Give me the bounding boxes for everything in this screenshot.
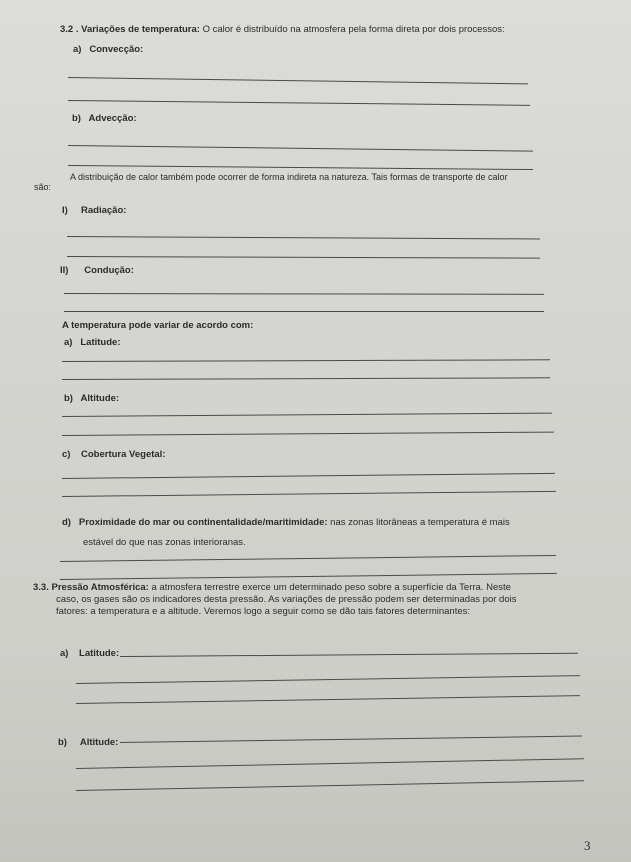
item-conducao: II) Condução: [60, 265, 134, 276]
item-proximidade-continuation: estável do que nas zonas interioranas. [83, 537, 246, 548]
item-pressao-latitude: a) Latitude: [60, 648, 120, 659]
item-conveccao: a) Convecção: [73, 44, 144, 55]
answer-line[interactable] [62, 359, 550, 362]
item-label: Advecção: [88, 113, 137, 124]
section-title: Variações de temperatura: [81, 24, 200, 35]
item-proximidade-mar: d) Proximidade do mar ou continentalidade/maritimidade: nas zonas litorâneas a temperatura é mais [62, 517, 510, 528]
item-altitude: b) Altitude: [64, 393, 120, 404]
item-label: Latitude: [79, 648, 120, 659]
item-label: Cobertura Vegetal: [81, 449, 166, 460]
answer-line[interactable] [76, 695, 580, 704]
answer-line[interactable] [76, 675, 580, 684]
section-number: 3.2 . [60, 24, 79, 35]
answer-line[interactable] [68, 100, 530, 106]
section-3-3-text: caso, os gases são os indicadores desta pressão. As variações de pressão podem ser determinadas por dois [56, 594, 517, 605]
item-label: Latitude: [80, 337, 121, 348]
answer-line[interactable] [62, 377, 550, 380]
item-label: Proximidade do mar ou continentalidade/maritimidade: [78, 517, 328, 528]
answer-line[interactable] [120, 653, 578, 657]
indirect-continuation: são: [34, 182, 52, 192]
answer-line[interactable] [67, 236, 540, 239]
item-label: Convecção: [89, 44, 144, 55]
section-3-3-text: fatores: a temperatura e a altitude. Veremos logo a seguir como se dão tais fatores determinantes: [56, 606, 471, 617]
answer-line[interactable] [68, 165, 533, 170]
answer-line[interactable] [62, 491, 556, 497]
section-3-3-heading: 3.3. Pressão Atmosférica: a atmosfera terrestre exerce um determinado peso sobre a superfície da Terra. Neste [33, 582, 511, 593]
item-latitude: a) Latitude: [64, 337, 121, 348]
item-label: Radiação: [81, 205, 127, 216]
answer-line[interactable] [62, 413, 552, 417]
section-text: a atmosfera terrestre exerce um determinado peso sobre a superfície da Terra. Neste [148, 582, 511, 593]
item-label: Altitude: [79, 737, 119, 748]
page-number: 3 [584, 838, 591, 853]
item-cobertura-vegetal: c) Cobertura Vegetal: [62, 449, 166, 460]
answer-line[interactable] [120, 736, 582, 743]
answer-line[interactable] [64, 311, 544, 312]
section-3-2-heading [60, 24, 505, 35]
answer-line[interactable] [60, 555, 556, 562]
section-text: O calor é distribuído na atmosfera pela forma direta por dois processos: [199, 24, 505, 35]
answer-line[interactable] [60, 573, 557, 580]
answer-line[interactable] [67, 256, 540, 259]
item-radiacao: I) Radiação: [62, 205, 127, 216]
item-label: Condução: [84, 265, 134, 276]
item-pressao-altitude: b) Altitude: [58, 737, 119, 748]
answer-line[interactable] [64, 293, 544, 295]
indirect-paragraph: A distribuição de calor também pode ocorrer de forma indireta na natureza. Tais formas de transporte de calor [70, 172, 508, 182]
item-adveccao: b) Advecção: [72, 113, 137, 124]
temperature-factors-heading: A temperatura pode variar de acordo com: [62, 320, 254, 331]
answer-line[interactable] [68, 77, 528, 84]
answer-line[interactable] [68, 145, 533, 152]
answer-line[interactable] [62, 473, 555, 479]
section-title: Pressão Atmosférica: [51, 582, 149, 593]
answer-line[interactable] [76, 780, 584, 791]
answer-line[interactable] [62, 432, 554, 436]
item-label: Altitude: [80, 393, 120, 404]
answer-line[interactable] [76, 758, 584, 769]
